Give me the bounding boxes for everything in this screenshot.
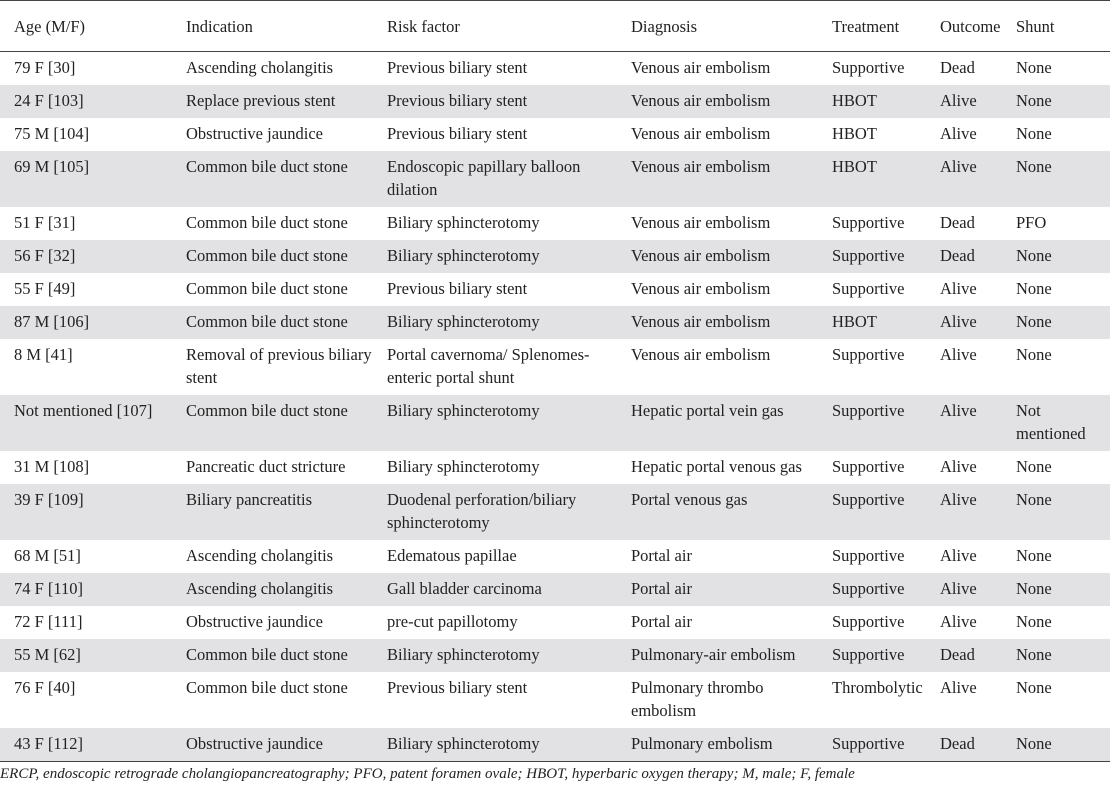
cell-treatment: Supportive bbox=[832, 457, 905, 476]
cell-indication: Common bile duct stone bbox=[186, 639, 387, 672]
cell-diagnosis: Venous air embolism bbox=[631, 240, 832, 273]
cell-diagnosis: Venous air embolism bbox=[631, 85, 832, 118]
cell-shunt: None bbox=[1016, 573, 1110, 606]
cell-age: 31 M [108] bbox=[14, 457, 90, 476]
cell-outcome: Dead bbox=[940, 58, 975, 77]
cell-risk-factor: Previous biliary stent bbox=[387, 85, 631, 118]
cell-indication: Removal of previous biliary stent bbox=[186, 345, 372, 387]
cell-shunt: None bbox=[1016, 85, 1110, 118]
cell-diagnosis: Pulmonary-air embolism bbox=[631, 639, 832, 672]
cell-diagnosis: Venous air embolism bbox=[631, 213, 771, 232]
cell-shunt: None bbox=[1016, 728, 1110, 762]
cell-risk-factor: Biliary sphincterotomy bbox=[387, 728, 631, 762]
cell-outcome: Dead bbox=[940, 639, 1016, 672]
cell-outcome: Alive bbox=[940, 484, 1016, 540]
cell-diagnosis: Portal air bbox=[631, 546, 692, 565]
cell-age: 51 F [31] bbox=[14, 213, 76, 232]
cell-diagnosis: Pulmonary embolism bbox=[631, 728, 832, 762]
cell-treatment: Supportive bbox=[832, 728, 940, 762]
cell-treatment: Supportive bbox=[832, 612, 905, 631]
header-row bbox=[0, 1, 1110, 52]
cell-treatment: Supportive bbox=[832, 279, 905, 298]
cell-indication: Common bile duct stone bbox=[186, 678, 348, 697]
cell-shunt: Not mentioned bbox=[1016, 395, 1110, 451]
cell-outcome: Alive bbox=[940, 546, 977, 565]
cell-age: 68 M [51] bbox=[14, 546, 81, 565]
cell-indication: Replace previous stent bbox=[186, 85, 387, 118]
cell-treatment: Supportive bbox=[832, 484, 940, 540]
table-row bbox=[0, 451, 1110, 484]
cell-risk-factor: Biliary sphincterotomy bbox=[387, 213, 540, 232]
table-row bbox=[0, 151, 1110, 207]
cell-age: Not mentioned [107] bbox=[0, 395, 186, 451]
cell-outcome: Alive bbox=[940, 306, 1016, 339]
table-row bbox=[0, 339, 1110, 395]
cell-indication: Ascending cholangitis bbox=[186, 58, 334, 77]
cell-age: 39 F [109] bbox=[0, 484, 186, 540]
cell-outcome: Dead bbox=[940, 240, 1016, 273]
cell-shunt: None bbox=[1016, 612, 1052, 631]
table-row bbox=[0, 240, 1110, 273]
header-outcome: Outcome bbox=[940, 1, 1016, 52]
cell-treatment: Supportive bbox=[832, 213, 905, 232]
cell-risk-factor: Endoscopic papillary balloon dilation bbox=[387, 151, 631, 207]
cell-indication: Obstructive jaundice bbox=[186, 612, 323, 631]
header-shunt: Shunt bbox=[1016, 1, 1110, 52]
cell-indication: Common bile duct stone bbox=[186, 306, 387, 339]
cell-treatment: Supportive bbox=[832, 58, 905, 77]
cell-diagnosis: Venous air embolism bbox=[631, 124, 771, 143]
cell-risk-factor: Portal cavernoma/ Splenomes-enteric portal shunt bbox=[387, 345, 590, 387]
cell-treatment: Supportive bbox=[832, 546, 905, 565]
header-diagnosis: Diagnosis bbox=[631, 1, 832, 52]
cell-indication: Common bile duct stone bbox=[186, 213, 348, 232]
cell-shunt: None bbox=[1016, 678, 1052, 697]
cell-outcome: Alive bbox=[940, 573, 1016, 606]
cell-outcome: Alive bbox=[940, 85, 1016, 118]
cell-shunt: PFO bbox=[1016, 213, 1047, 232]
cell-shunt: None bbox=[1016, 546, 1052, 565]
cell-treatment: HBOT bbox=[832, 124, 877, 143]
cell-outcome: Alive bbox=[940, 457, 977, 476]
cell-treatment: Supportive bbox=[832, 240, 940, 273]
cell-shunt: None bbox=[1016, 240, 1110, 273]
cell-treatment: Supportive bbox=[832, 573, 940, 606]
cell-risk-factor: Biliary sphincterotomy bbox=[387, 395, 631, 451]
cell-diagnosis: Portal air bbox=[631, 573, 832, 606]
cell-treatment: Supportive bbox=[832, 639, 940, 672]
cell-indication: Ascending cholangitis bbox=[186, 546, 334, 565]
table-row bbox=[0, 395, 1110, 451]
header-indication: Indication bbox=[186, 1, 387, 52]
header-age: Age (M/F) bbox=[0, 1, 186, 52]
cell-outcome: Alive bbox=[940, 151, 1016, 207]
cell-shunt: None bbox=[1016, 124, 1052, 143]
table-row bbox=[0, 606, 1110, 639]
cell-age: 72 F [111] bbox=[14, 612, 83, 631]
cell-indication: Ascending cholangitis bbox=[186, 573, 387, 606]
table-row bbox=[0, 207, 1110, 240]
cell-indication: Obstructive jaundice bbox=[186, 124, 323, 143]
header-risk-factor: Risk factor bbox=[387, 1, 631, 52]
cell-shunt: None bbox=[1016, 306, 1110, 339]
table-row bbox=[0, 573, 1110, 606]
cell-age: 75 M [104] bbox=[14, 124, 90, 143]
cell-shunt: None bbox=[1016, 345, 1052, 364]
table-row bbox=[0, 273, 1110, 306]
cell-shunt: None bbox=[1016, 484, 1110, 540]
cell-outcome: Alive bbox=[940, 395, 1016, 451]
cell-risk-factor: Biliary sphincterotomy bbox=[387, 306, 631, 339]
cell-risk-factor: Previous biliary stent bbox=[387, 124, 528, 143]
table-row bbox=[0, 52, 1110, 86]
cell-risk-factor: Edematous papillae bbox=[387, 546, 517, 565]
table-row bbox=[0, 639, 1110, 672]
cell-treatment: Thrombolytic bbox=[832, 678, 923, 697]
cell-treatment: HBOT bbox=[832, 151, 940, 207]
cell-outcome: Alive bbox=[940, 612, 977, 631]
cell-risk-factor: Biliary sphincterotomy bbox=[387, 240, 631, 273]
cell-shunt: None bbox=[1016, 639, 1110, 672]
cell-age: 24 F [103] bbox=[0, 85, 186, 118]
cell-risk-factor: pre-cut papillotomy bbox=[387, 612, 518, 631]
cell-risk-factor: Previous biliary stent bbox=[387, 678, 528, 697]
cell-diagnosis: Hepatic portal venous gas bbox=[631, 457, 802, 476]
cell-outcome: Alive bbox=[940, 345, 977, 364]
table-row bbox=[0, 540, 1110, 573]
table-row bbox=[0, 672, 1110, 728]
cell-indication: Common bile duct stone bbox=[186, 279, 348, 298]
cell-outcome: Dead bbox=[940, 728, 1016, 762]
cell-outcome: Alive bbox=[940, 678, 977, 697]
cell-risk-factor: Previous biliary stent bbox=[387, 279, 528, 298]
cell-indication: Common bile duct stone bbox=[186, 151, 387, 207]
cell-shunt: None bbox=[1016, 279, 1052, 298]
cell-diagnosis: Portal air bbox=[631, 612, 692, 631]
cell-diagnosis: Portal venous gas bbox=[631, 484, 832, 540]
cell-risk-factor: Gall bladder carcinoma bbox=[387, 573, 631, 606]
cell-indication: Common bile duct stone bbox=[186, 240, 387, 273]
cell-treatment: HBOT bbox=[832, 85, 940, 118]
cell-indication: Pancreatic duct stricture bbox=[186, 457, 346, 476]
cell-outcome: Alive bbox=[940, 279, 977, 298]
cell-age: 55 F [49] bbox=[14, 279, 76, 298]
cell-age: 87 M [106] bbox=[0, 306, 186, 339]
table-row bbox=[0, 306, 1110, 339]
cell-outcome: Dead bbox=[940, 213, 975, 232]
cell-age: 76 F [40] bbox=[14, 678, 76, 697]
cell-shunt: None bbox=[1016, 58, 1052, 77]
table-body bbox=[0, 52, 1110, 762]
cell-indication: Obstructive jaundice bbox=[186, 728, 387, 762]
cell-risk-factor: Biliary sphincterotomy bbox=[387, 457, 540, 476]
cell-risk-factor: Previous biliary stent bbox=[387, 58, 528, 77]
cell-treatment: Supportive bbox=[832, 395, 940, 451]
table-row bbox=[0, 85, 1110, 118]
cell-shunt: None bbox=[1016, 151, 1110, 207]
cell-diagnosis: Venous air embolism bbox=[631, 279, 771, 298]
cell-diagnosis: Venous air embolism bbox=[631, 58, 771, 77]
cell-age: 56 F [32] bbox=[0, 240, 186, 273]
cell-risk-factor: Biliary sphincterotomy bbox=[387, 639, 631, 672]
cell-treatment: Supportive bbox=[832, 345, 905, 364]
cell-diagnosis: Venous air embolism bbox=[631, 306, 832, 339]
table-footnote: ERCP, endoscopic retrograde cholangiopancreatography; PFO, patent foramen ovale; HBOT, hyperbaric oxygen therapy; M, male; F, female bbox=[0, 766, 855, 782]
cell-indication: Common bile duct stone bbox=[186, 395, 387, 451]
table-row bbox=[0, 118, 1110, 151]
cell-diagnosis: Hepatic portal vein gas bbox=[631, 395, 832, 451]
cell-age: 8 M [41] bbox=[14, 345, 73, 364]
cell-shunt: None bbox=[1016, 457, 1052, 476]
cell-age: 69 M [105] bbox=[0, 151, 186, 207]
table-row bbox=[0, 728, 1110, 762]
table-row bbox=[0, 484, 1110, 540]
cell-outcome: Alive bbox=[940, 124, 977, 143]
cell-diagnosis: Pulmonary thrombo embolism bbox=[631, 678, 764, 720]
cell-indication: Biliary pancreatitis bbox=[186, 484, 387, 540]
cell-treatment: HBOT bbox=[832, 306, 940, 339]
cell-risk-factor: Duodenal perforation/biliary sphincterotomy bbox=[387, 484, 631, 540]
cell-diagnosis: Venous air embolism bbox=[631, 151, 832, 207]
cell-diagnosis: Venous air embolism bbox=[631, 345, 771, 364]
cell-age: 55 M [62] bbox=[0, 639, 186, 672]
header-treatment: Treatment bbox=[832, 1, 940, 52]
cell-age: 74 F [110] bbox=[0, 573, 186, 606]
cell-age: 43 F [112] bbox=[0, 728, 186, 762]
cell-age: 79 F [30] bbox=[14, 58, 76, 77]
